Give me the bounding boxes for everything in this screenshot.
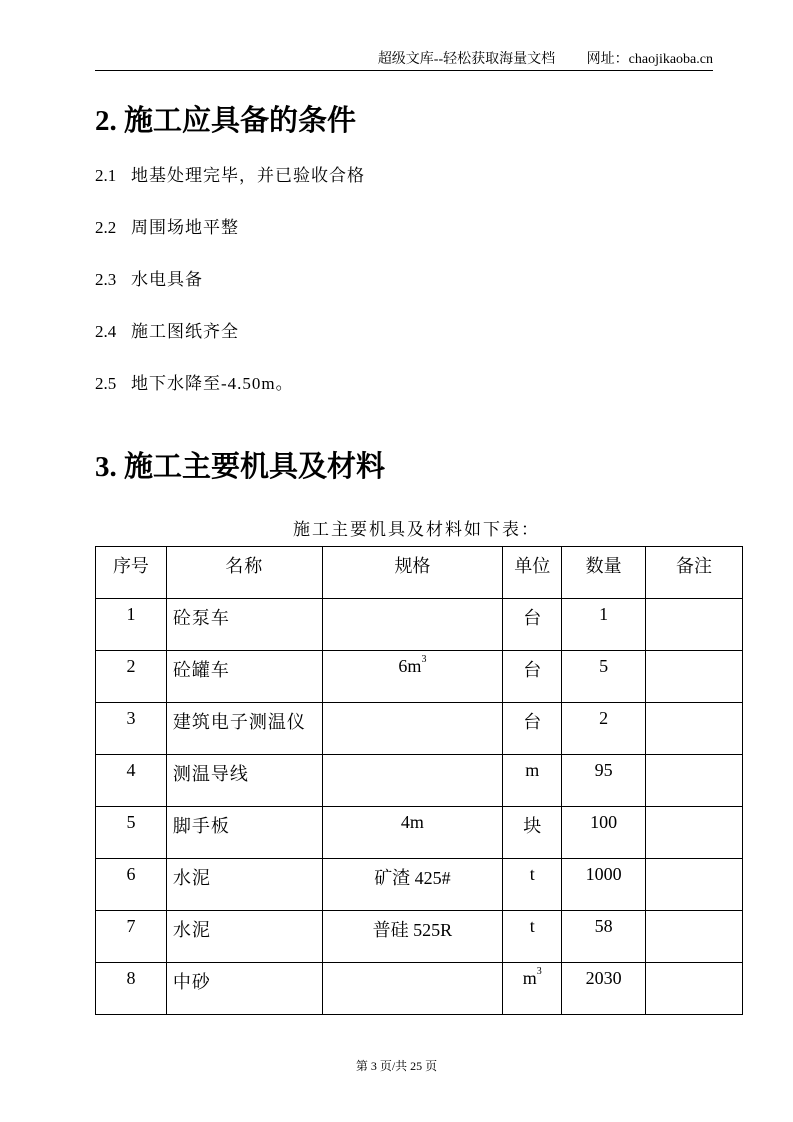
item-text: 地基处理完毕，并已验收合格 bbox=[131, 166, 365, 185]
condition-item bbox=[95, 213, 239, 238]
cell-unit: m bbox=[503, 755, 562, 807]
table-row bbox=[96, 963, 743, 1015]
cell-index: 4 bbox=[96, 755, 167, 807]
cell-name: 水泥 bbox=[166, 911, 322, 963]
cell-quantity: 1 bbox=[562, 599, 646, 651]
item-number: 2.3 bbox=[95, 270, 117, 289]
cell-spec bbox=[322, 755, 503, 807]
cell-spec: $6m^3$ bbox=[322, 651, 503, 703]
cell-spec bbox=[322, 599, 503, 651]
cell-index: 7 bbox=[96, 911, 167, 963]
cell-quantity: 58 bbox=[562, 911, 646, 963]
cell-quantity: 1000 bbox=[562, 859, 646, 911]
materials-table bbox=[95, 546, 743, 1015]
cell-name: 中砂 bbox=[166, 963, 322, 1015]
cell-index: 8 bbox=[96, 963, 167, 1015]
cell-spec: 普硅 525R bbox=[322, 911, 503, 963]
item-number: 2.2 bbox=[95, 218, 117, 237]
column-header-note: 备注 bbox=[646, 547, 743, 599]
cell-quantity: 2 bbox=[562, 703, 646, 755]
cell-index: 2 bbox=[96, 651, 167, 703]
page-number: 第 3 页/共 25 页 bbox=[355, 1059, 438, 1073]
section-3-title: 3. 施工主要机具及材料 bbox=[95, 451, 386, 483]
cell-index: 3 bbox=[96, 703, 167, 755]
cell-quantity: 95 bbox=[562, 755, 646, 807]
cell-index: 6 bbox=[96, 859, 167, 911]
table-row bbox=[96, 807, 743, 859]
condition-item bbox=[95, 265, 203, 290]
page-header bbox=[95, 48, 713, 71]
cell-name: 测温导线 bbox=[166, 755, 322, 807]
table-row bbox=[96, 859, 743, 911]
item-number: 2.1 bbox=[95, 166, 117, 185]
column-header-quantity: 数量 bbox=[562, 547, 646, 599]
table-row bbox=[96, 651, 743, 703]
cell-name: 砼罐车 bbox=[166, 651, 322, 703]
cell-note bbox=[646, 859, 743, 911]
cell-unit: 台 bbox=[503, 599, 562, 651]
table-row bbox=[96, 599, 743, 651]
item-text: 水电具备 bbox=[131, 270, 203, 289]
item-number: 2.5 bbox=[95, 374, 117, 393]
column-header-index: 序号 bbox=[96, 547, 167, 599]
condition-item bbox=[95, 317, 239, 342]
site-url: 网址：chaojikaoba.cn bbox=[586, 52, 713, 67]
cell-note bbox=[646, 651, 743, 703]
cell-unit: 台 bbox=[503, 651, 562, 703]
cell-quantity: 100 bbox=[562, 807, 646, 859]
cell-note bbox=[646, 703, 743, 755]
cell-name: 建筑电子测温仪 bbox=[166, 703, 322, 755]
table-row bbox=[96, 911, 743, 963]
cell-spec: 矿渣 425# bbox=[322, 859, 503, 911]
table-row bbox=[96, 703, 743, 755]
cell-name: 水泥 bbox=[166, 859, 322, 911]
column-header-unit: 单位 bbox=[503, 547, 562, 599]
condition-item bbox=[95, 161, 365, 186]
cell-unit: t bbox=[503, 859, 562, 911]
cell-unit: $m^3$ bbox=[503, 963, 562, 1015]
condition-item bbox=[95, 369, 294, 394]
site-name: 超级文库--轻松获取海量文档 bbox=[377, 52, 556, 67]
table-caption: 施工主要机具及材料如下表： bbox=[293, 520, 540, 539]
cell-unit: t bbox=[503, 911, 562, 963]
cell-quantity: 5 bbox=[562, 651, 646, 703]
cell-index: 1 bbox=[96, 599, 167, 651]
cell-note bbox=[646, 911, 743, 963]
item-number: 2.4 bbox=[95, 322, 117, 341]
section-2-title: 2. 施工应具备的条件 bbox=[95, 105, 357, 137]
column-header-spec: 规格 bbox=[322, 547, 503, 599]
cell-unit: 块 bbox=[503, 807, 562, 859]
cell-note bbox=[646, 807, 743, 859]
column-header-name: 名称 bbox=[166, 547, 322, 599]
cell-spec bbox=[322, 703, 503, 755]
cell-name: 砼泵车 bbox=[166, 599, 322, 651]
cell-note bbox=[646, 963, 743, 1015]
item-text: 地下水降至-4.50m。 bbox=[131, 374, 294, 393]
cell-note bbox=[646, 599, 743, 651]
cell-spec: 4m bbox=[322, 807, 503, 859]
table-header-row bbox=[96, 547, 743, 599]
table-row bbox=[96, 755, 743, 807]
cell-note bbox=[646, 755, 743, 807]
cell-name: 脚手板 bbox=[166, 807, 322, 859]
item-text: 周围场地平整 bbox=[131, 218, 239, 237]
cell-quantity: 2030 bbox=[562, 963, 646, 1015]
cell-unit: 台 bbox=[503, 703, 562, 755]
cell-spec bbox=[322, 963, 503, 1015]
cell-index: 5 bbox=[96, 807, 167, 859]
item-text: 施工图纸齐全 bbox=[131, 322, 239, 341]
